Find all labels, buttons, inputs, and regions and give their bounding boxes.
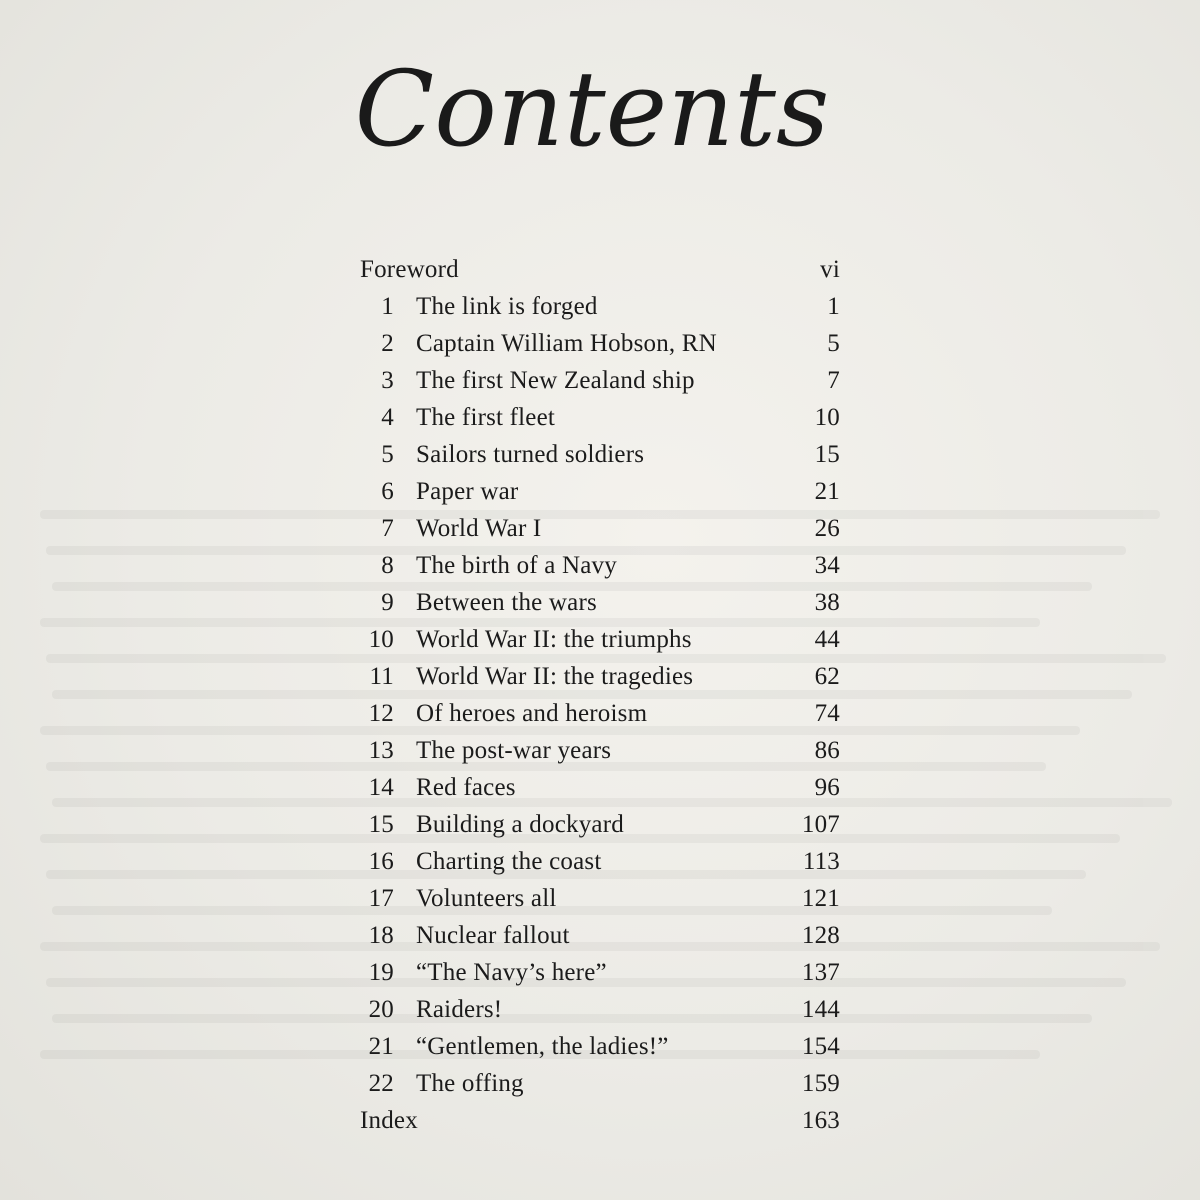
toc-chapter-row[interactable] (360, 914, 860, 951)
chapter-title: Building a dockyard (416, 811, 624, 838)
chapter-title: The birth of a Navy (416, 552, 617, 579)
chapter-page: 121 (801, 885, 840, 912)
chapter-title: World War II: the tragedies (416, 663, 694, 690)
toc-chapter-row[interactable] (360, 285, 860, 322)
chapter-number: 20 (368, 996, 394, 1023)
toc-entry-label: Foreword (360, 256, 459, 283)
toc-chapter-row[interactable] (360, 840, 860, 877)
chapter-page: 26 (814, 515, 840, 542)
toc-chapter-row[interactable] (360, 433, 860, 470)
chapter-title: Charting the coast (416, 848, 602, 875)
toc-chapter-row[interactable] (360, 470, 860, 507)
chapter-number: 11 (369, 663, 394, 690)
chapter-page: 1 (827, 293, 840, 320)
chapter-number: 9 (381, 589, 394, 616)
toc-chapter-row[interactable] (360, 803, 860, 840)
chapter-number: 19 (368, 959, 394, 986)
chapter-title: The first New Zealand ship (416, 367, 695, 394)
chapter-title: The post-war years (416, 737, 612, 764)
chapter-number: 18 (368, 922, 394, 949)
toc-chapter-row[interactable] (360, 729, 860, 766)
chapter-number: 22 (368, 1070, 394, 1097)
chapter-number: 2 (381, 330, 394, 357)
chapter-page: 10 (814, 404, 840, 431)
toc-chapter-row[interactable] (360, 951, 860, 988)
toc-chapter-row[interactable] (360, 359, 860, 396)
toc-chapter-row[interactable] (360, 507, 860, 544)
chapter-title: The offing (416, 1070, 524, 1097)
chapter-title: Raiders! (416, 996, 503, 1023)
chapter-page: 38 (814, 589, 840, 616)
chapter-title: Red faces (416, 774, 516, 801)
title-svg (0, 40, 1200, 180)
chapter-title: World War I (416, 515, 542, 542)
chapter-number: 12 (368, 700, 394, 727)
chapter-number: 7 (381, 515, 394, 542)
toc-entry-label: Index (360, 1107, 418, 1134)
chapter-number: 21 (368, 1033, 394, 1060)
chapter-page: 128 (801, 922, 840, 949)
chapter-page: 159 (801, 1070, 840, 1097)
chapter-title: Sailors turned soldiers (416, 441, 645, 468)
chapter-page: 21 (814, 478, 840, 505)
chapter-number: 15 (368, 811, 394, 838)
contents-heading: Contents (354, 48, 830, 170)
toc-chapter-row[interactable] (360, 988, 860, 1025)
toc-entry-page: 163 (801, 1107, 840, 1134)
chapter-number: 5 (381, 441, 394, 468)
toc-entry-index[interactable] (360, 1099, 860, 1136)
chapter-title: “Gentlemen, the ladies!” (416, 1033, 669, 1060)
chapter-number: 1 (381, 293, 394, 320)
chapter-page: 96 (814, 774, 840, 801)
chapter-title: Between the wars (416, 589, 597, 616)
toc-chapter-row[interactable] (360, 618, 860, 655)
chapter-title: The first fleet (416, 404, 556, 431)
chapter-page: 86 (814, 737, 840, 764)
chapter-title: Of heroes and heroism (416, 700, 648, 727)
chapter-number: 8 (381, 552, 394, 579)
table-of-contents (360, 248, 860, 1136)
chapter-number: 4 (381, 404, 394, 431)
toc-entry-foreword[interactable] (360, 248, 860, 285)
chapter-number: 17 (368, 885, 394, 912)
toc-chapter-row[interactable] (360, 322, 860, 359)
toc-entry-page: vi (820, 256, 840, 283)
chapter-number: 14 (368, 774, 394, 801)
chapter-number: 3 (381, 367, 394, 394)
chapter-page: 144 (801, 996, 840, 1023)
chapter-title: Volunteers all (416, 885, 557, 912)
chapter-title: Paper war (416, 478, 519, 505)
chapter-page: 107 (801, 811, 840, 838)
chapter-number: 6 (381, 478, 394, 505)
toc-chapter-row[interactable] (360, 581, 860, 618)
chapter-number: 13 (368, 737, 394, 764)
toc-chapter-row[interactable] (360, 396, 860, 433)
chapter-title: Nuclear fallout (416, 922, 570, 949)
chapter-title: The link is forged (416, 293, 598, 320)
chapter-title: World War II: the triumphs (416, 626, 692, 653)
chapter-title: Captain William Hobson, RN (416, 330, 717, 357)
toc-chapter-row[interactable] (360, 766, 860, 803)
chapter-page: 62 (814, 663, 840, 690)
chapter-number: 10 (368, 626, 394, 653)
chapter-page: 15 (814, 441, 840, 468)
chapter-page: 154 (801, 1033, 840, 1060)
toc-chapter-row[interactable] (360, 877, 860, 914)
chapter-number: 16 (368, 848, 394, 875)
toc-chapter-row[interactable] (360, 655, 860, 692)
toc-chapter-row[interactable] (360, 1062, 860, 1099)
chapter-page: 113 (802, 848, 840, 875)
toc-chapter-row[interactable] (360, 692, 860, 729)
toc-chapter-row[interactable] (360, 1025, 860, 1062)
chapter-page: 137 (801, 959, 840, 986)
chapter-title: “The Navy’s here” (416, 959, 607, 986)
toc-chapter-row[interactable] (360, 544, 860, 581)
page-title (0, 40, 1200, 180)
chapter-page: 34 (814, 552, 840, 579)
chapter-page: 74 (814, 700, 840, 727)
chapter-page: 7 (827, 367, 840, 394)
chapter-page: 5 (827, 330, 840, 357)
chapter-page: 44 (814, 626, 840, 653)
